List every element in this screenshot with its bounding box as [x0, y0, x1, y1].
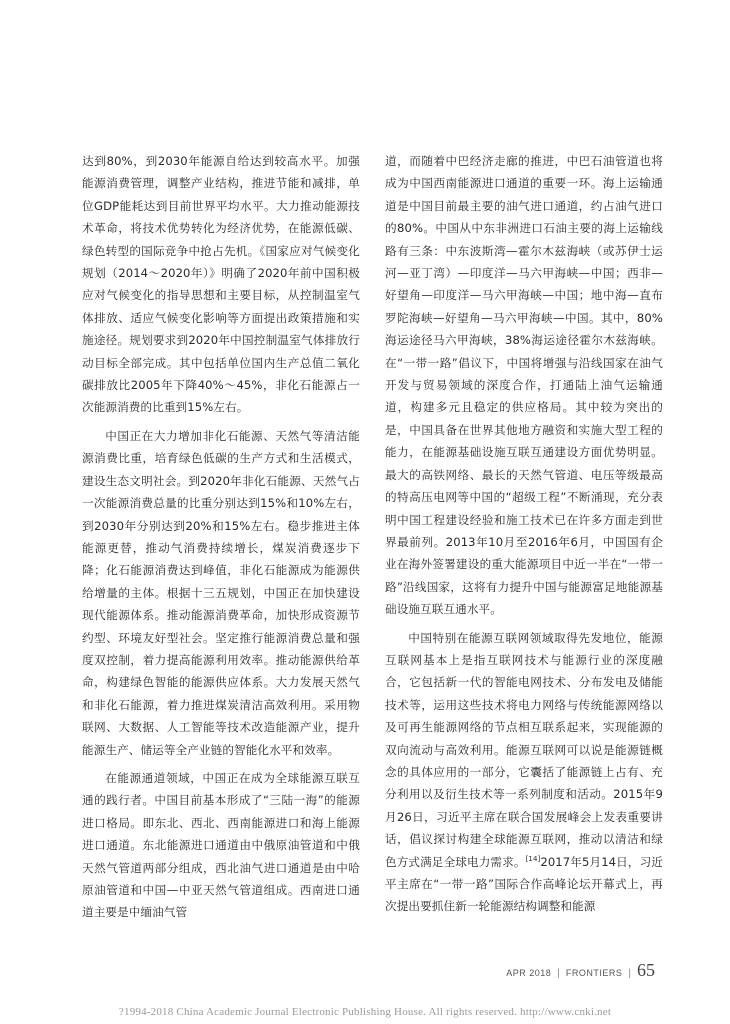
right-text-column [385, 150, 663, 918]
issue-date: APR 2018 [506, 968, 552, 978]
left-text-column [82, 150, 360, 924]
footer-separator: | [557, 968, 560, 979]
paragraph-text: 2017年5月14日，习近平主席在“一带一路”国际合作高峰论坛开幕式上，再次提出要抓住新一轮能源结构调整和能源 [385, 854, 663, 914]
footer-separator: | [628, 968, 631, 979]
paragraph: 道，而随着中巴经济走廊的推进，中巴石油管道也将成为中国西南能源进口通道的重要一环。海上运输通道是中国目前最主要的油气进口通道，约占油气进口的80%。中国从中东非洲进口石油主要的海上运输线路有三条：中东波斯湾—霍尔木兹海峡（或苏伊士运河—亚丁湾）—印度洋—马六甲海峡—中国；西非—好望角—印度洋—马六甲海峡—中国；地中海—直布罗陀海峡—好望角—马六甲海峡—中国。其中，80%海运途径马六甲海峡，38%海运途径霍尔木兹海峡。在“一带一路”倡议下，中国将增强与沿线国家在油气开发与贸易领域的深度合作，打通陆上油气运输通道，构建多元且稳定的供应格局。其中较为突出的是，中国具备在世界其他地方融资和实施大型工程的能力，在能源基础设施互联互通建设方面优势明显。最大的高铁网络、最长的天然气管道、电压等级最高的特高压电网等中国的“超级工程”不断涌现，充分表明中国工程建设经验和施工技术已在许多方面走到世界最前列。2013年10月至2016年6月，中国国有企业在海外签署建设的重大能源项目中近一半在“一带一路”沿线国家，这将有力提升中国与能源富足地能源基础设施互联互通水平。 [385, 154, 663, 617]
paragraph [385, 627, 663, 918]
page-number: 65 [637, 960, 655, 980]
paragraph-text: 中国特别在能源互联网领域取得先发地位，能源互联网基本上是指互联网技术与能源行业的深度融合，它包括新一代的智能电网技术、分布发电及储能技术等，运用这些技术将电力网络与传统能源网络以及可再生能源网络的节点相互联系起来，实现能源的双向流动与高效利用。能源互联网可以说是能源链概念的具体应用的一部分，它囊括了能源链上占有、充分利用以及衍生技术等一系列制度和活动。2015年9月26日，习近平主席在联合国发展峰会上发表重要讲话，倡议探讨构建全球能源互联网，推动以清洁和绿色方式满足全球电力需求。 [385, 630, 663, 869]
copyright-notice: ?1994-2018 China Academic Journal Electronic Publishing House. All rights reserved. http://www.cnki.net [118, 1006, 612, 1018]
journal-name: FRONTIERS [565, 968, 623, 978]
citation-reference: [14] [525, 854, 541, 863]
paragraph: 在能源通道领域，中国正在成为全球能源互联互通的践行者。中国目前基本形成了“三陆一海”的能源进口格局。即东北、西北、西南能源进口和海上能源进口通道。东北能源进口通道由中俄原油管道和中俄天然气管道两部分组成，西北油气进口通道是由中哈原油管道和中国—中亚天然气管道组成。西南进口通道主要是中缅油气管 [82, 770, 360, 920]
paragraph: 中国正在大力增加非化石能源、天然气等清洁能源消费比重，培育绿色低碳的生产方式和生活模式，建设生态文明社会。到2020年非化石能源、天然气占一次能源消费总量的比重分别达到15%和10%左右，到2030年分别达到20%和15%左右。稳步推进主体能源更替，推动气消费持续增长，煤炭消费逐步下降；化石能源消费达到峰值，非化石能源成为能源供给增量的主体。根据十三五规划，中国正在加快建设现代能源体系。推动能源消费革命，加快形成资源节约型、环境友好型社会。坚定推行能源消费总量和强度双控制，着力提高能源利用效率。推动能源供给革命，构建绿色智能的能源供应体系。大力发展天然气和非化石能源，着力推进煤炭清洁高效利用。采用物联网、大数据、人工智能等技术改造能源产业，提升能源生产、储运等全产业链的智能化水平和效率。 [82, 428, 360, 757]
page-footer [506, 960, 655, 981]
paragraph: 达到80%，到2030年能源自给达到较高水平。加强能源消费管理，调整产业结构，推进节能和减排，单位GDP能耗达到目前世界平均水平。大力推动能源技术革命，将技术优势转化为经济优势，在能源低碳、绿色转型的国际竞争中抢占先机。《国家应对气候变化规划（2014～2020年）》明确了2020年前中国积极应对气候变化的指导思想和主要目标，从控制温室气体排放、适应气候变化影响等方面提出政策措施和实施途径。规划要求到2020年中国控制温室气体排放行动目标全部完成。其中包括单位国内生产总值二氧化碳排放比2005年下降40%～45%，非化石能源占一次能源消费的比重到15%左右。 [82, 154, 360, 415]
